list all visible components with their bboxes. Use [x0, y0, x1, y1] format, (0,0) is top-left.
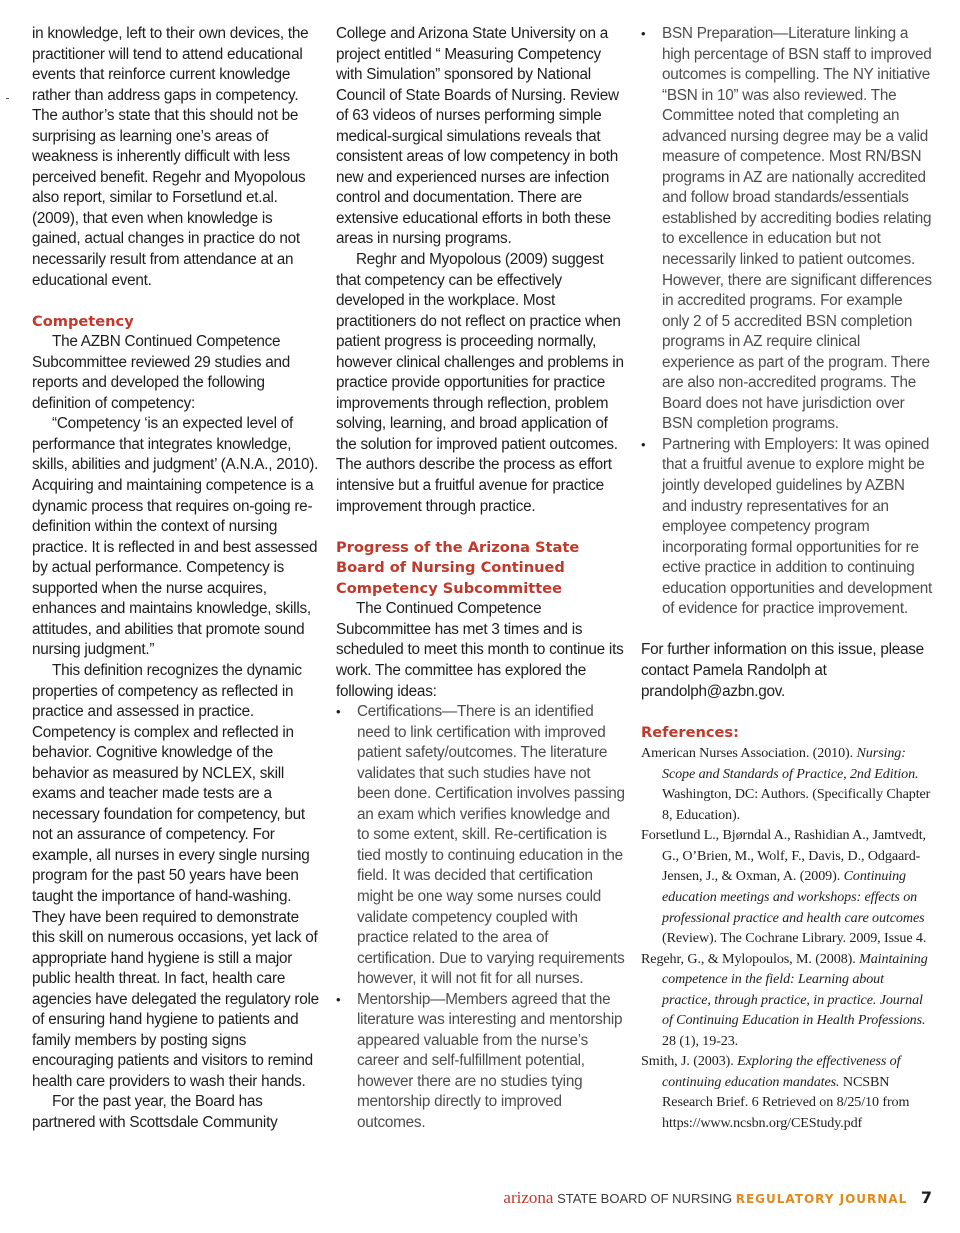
paragraph-committee: The Continued Competence Subcommittee has met 3 times and is scheduled to meet this month to continue its work. The committee has explored the following ideas:: [336, 600, 624, 700]
bullet-icon: •: [336, 991, 341, 1007]
reference-item: Smith, J. (2003). Exploring the effectiveness of continuing education mandates. NCSBN Research Brief. 6 Retrieved on 8/25/10 from https://www.ncsbn.org/CEStudy.pdf: [641, 1053, 910, 1131]
heading-references: References:: [641, 723, 739, 741]
footer-board: STATE BOARD OF NURSING: [557, 1191, 733, 1206]
bullet-icon: •: [641, 436, 646, 452]
list-item-text: Partnering with Employers: It was opined that a fruitful avenue to explore might be jointly developed guidelines by AZBN and industry representatives for an employee competency program incorporating formal opportunities for re ective practice in addition to continuing education opportunities and development of evidence for practice improvement.: [662, 435, 933, 618]
paragraph-quote: “Competency ‘is an expected level of performance that integrates knowledge, skills, abilities and judgment’ (A.N.A., 2010). Acquiring and maintaining competence is a dynamic process that requires on-going re-definition within the context of nursing practice. It is reflected in and best assessed by actual performance. Competency is supported when the nurse acquires, enhances and maintains knowledge, skills, attitudes, and abilities that promote sound nursing judgment.”: [32, 415, 319, 659]
spacer: [336, 517, 626, 538]
paragraph-definition: This definition recognizes the dynamic properties of competency as reflected in practice and assessed in practice. Competency is complex and reflected in behavior. Cognitive knowledge of the behavior as measured by NCLEX, skill exams and teacher made tests are a necessary foundation for competency, but not an assurance of competency. For example, all nurses in every single nursing program for the past 50 years have been taught the importance of hand-washing. They have been required to demonstrate this skill on numerous occasions, yet lack of appropriate hand hygiene is still a major public health threat. In fact, health care agencies have delegated the regulatory role of ensuring hand hygiene to patients and family members by posting signs encouraging patients and visitors to remind health care providers to wash their hands.: [32, 661, 319, 1090]
list-item-text: Mentorship—Members agreed that the literature was interesting and mentorship appeared valuable from the nurse’s career and self-fulfillment potential, however there are no studies tying mentorship directly to improved outcomes.: [357, 990, 623, 1131]
reference-list: [641, 743, 933, 1133]
spacer: [641, 702, 933, 723]
page-number: 7: [920, 1188, 932, 1207]
paragraph-continue: College and Arizona State University on a project entitled “ Measuring Competency with Simulation” sponsored by National Council of State Boards of Nursing. Review of 63 videos of nurses performing simple medical-surgical simulations reveals that consistent areas of low competency in both new and experienced nurses are infection control and documentation. There are extensive educational efforts in both these areas in nursing programs.: [336, 25, 619, 248]
column-3: [641, 24, 933, 1134]
paragraph-reghr: Reghr and Myopolous (2009) suggest that competency can be effectively developed in the workplace. Most practitioners do not reflect on practice when patient progress is proceeding normally, however clinical challenges and problems in practice provide opportunities for practice improvements through reflection, problem solving, learning, and broad application of the solution for improved patient outcomes. The authors describe the process as effort intensive but a fruitful avenue for practice improvement through practice.: [336, 251, 624, 515]
page-footer: [503, 1188, 932, 1208]
reference-item: American Nurses Association. (2010). Nursing: Scope and Standards of Practice, 2nd Edition. Washington, DC: Authors. (Specifically Chapter 8, Education).: [641, 745, 931, 823]
paragraph-azbn: The AZBN Continued Competence Subcommittee reviewed 29 studies and reports and developed the following definition of competency:: [32, 333, 290, 412]
footer-journal: REGULATORY JOURNAL: [735, 1192, 908, 1206]
list-item-text: Certifications—There is an identified need to link certification with improved patient safety/outcomes. The literature validates that such studies have not been done. Certification involves passing an exam which verifies knowledge and to some extent, skill. Re-certification is tied mostly to continuing education in the field. It was decided that certification might be one way some nurses could validate competency coupled with practice related to the area of certification. Due to varying requirements however, it will not fit for all nurses.: [357, 703, 625, 988]
ideas-list: [336, 702, 626, 1133]
spacer: [32, 291, 320, 312]
bullet-icon: •: [336, 704, 341, 720]
bullet-icon: •: [641, 26, 646, 41]
column-2: [336, 24, 626, 1134]
reference-item: Forsetlund L., Bjørndal A., Rashidian A., Jamtvedt, G., O’Brien, M., Wolf, F., Davis, D., Odgaard-Jensen, J., & Oxman, A. (2009). Continuing education meetings and workshops: effects on professional practice and health care outcomes (Review). The Cochrane Library. 2009, Issue 4.: [641, 827, 927, 947]
column-1: [32, 24, 320, 1134]
paragraph-past-year: For the past year, the Board has partnered with Scottsdale Community: [32, 1093, 278, 1131]
margin-mark: [6, 98, 9, 99]
paragraph-contact: For further information on this issue, please contact Pamela Randolph at prandolph@azbn.gov.: [641, 641, 924, 700]
list-item: [336, 702, 626, 990]
ideas-list-continued: [641, 24, 933, 620]
list-item: [336, 990, 626, 1134]
reference-item: Regehr, G., & Mylopoulos, M. (2008). Maintaining competence in the field: Learning about practice, through practice, in practice. Journal of Continuing Education in Health Professions. 28 (1), 19-23.: [641, 950, 928, 1049]
heading-competency: Competency: [32, 312, 134, 330]
spacer: [641, 620, 933, 641]
paragraph-intro: in knowledge, left to their own devices, the practitioner will tend to attend educational events that reinforce current knowledge rather than address gaps in competency. The author’s state that this should not be surprising as learning one’s areas of weakness is inherently difficult with less perceived benefit. Regehr and Myopolous also report, similar to Forsetlund et.al. (2009), that even when knowledge is gained, actual changes in practice do not necessarily result from attendance at an educational event.: [32, 25, 309, 289]
heading-progress: Progress of the Arizona State Board of Nursing Continued Competency Subcommittee: [336, 538, 580, 597]
list-item: [641, 24, 933, 435]
list-item-text: BSN Preparation—Literature linking a high percentage of BSN staff to improved outcomes is compelling. The NY initiative “BSN in 10” was also reviewed. The Committee noted that completing an advanced nursing degree may be a valid measure of competence. Most RN/BSN programs in AZ are nationally accredited and follow broad standards/essentials established by accrediting bodies relating to excellence in education but not necessarily linked to patient outcomes. However, there are significant differences in accredited programs. For example only 2 of 5 accredited BSN completion programs in AZ require clinical experience as part of the program. There are also non-accredited programs. The Board does not have jurisdiction over BSN completion programs.: [662, 25, 932, 433]
list-item: [641, 435, 933, 620]
footer-brand: arizona: [503, 1188, 554, 1207]
